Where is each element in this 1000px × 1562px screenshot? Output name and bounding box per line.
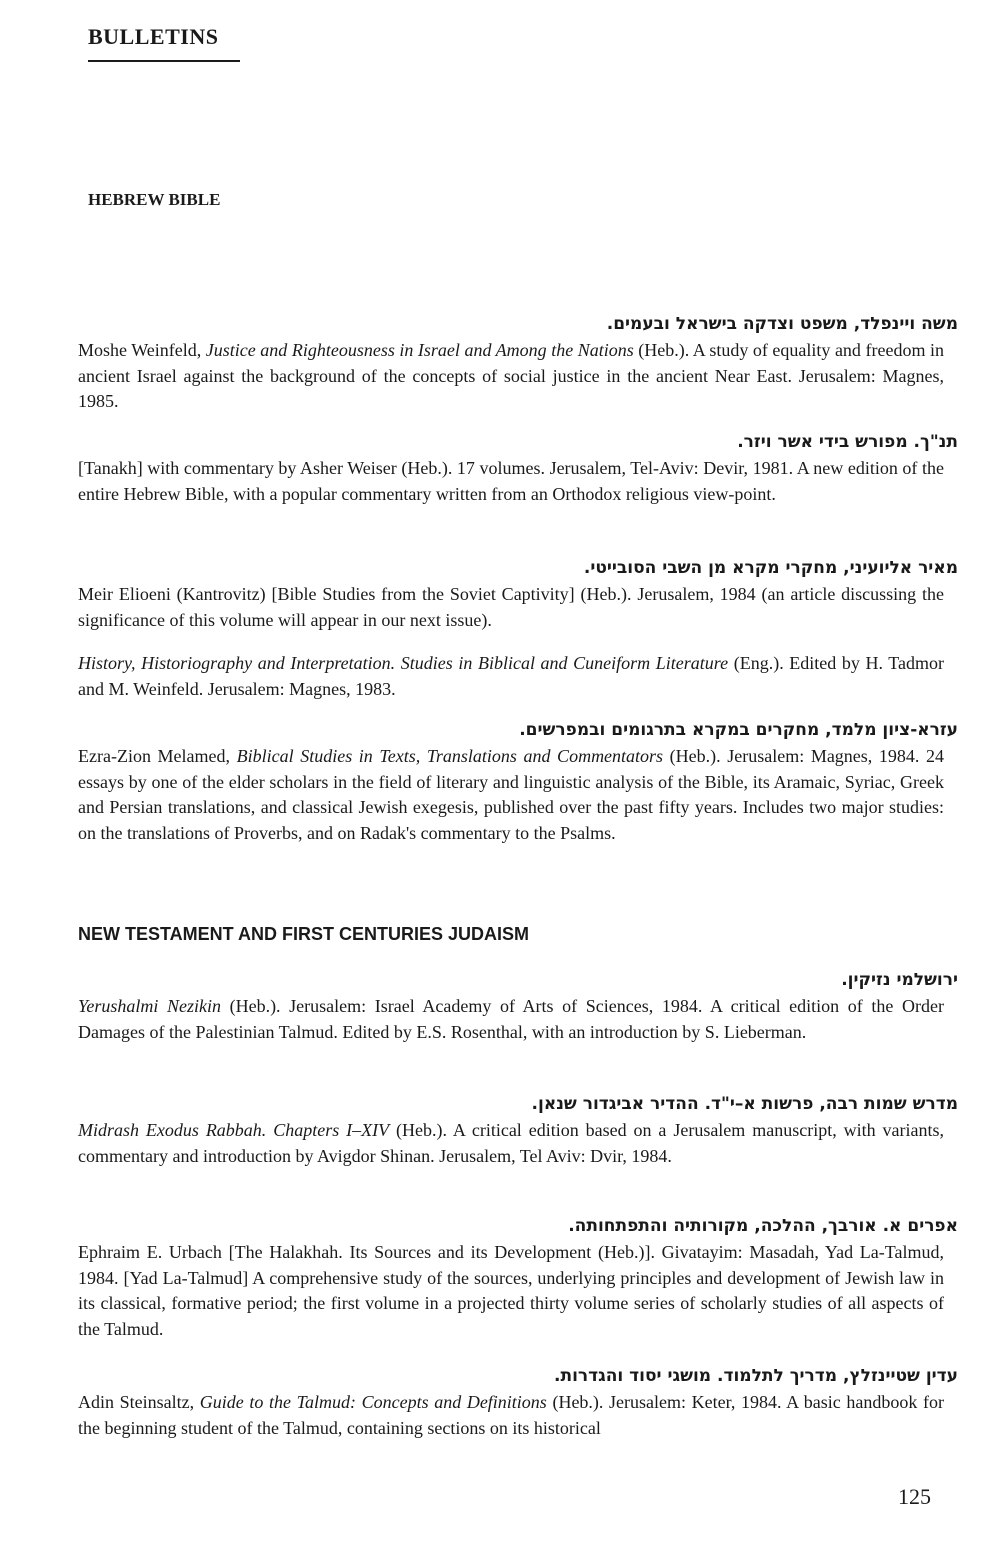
work-title: Yerushalmi Nezikin [78,996,221,1016]
entry-text: Adin Steinsaltz, Guide to the Talmud: Concepts and Definitions (Heb.). Jerusalem: Keter, 1984. A basic handbook for the beginning student of the Talmud, containing sections on its historical [78,1392,944,1438]
section-heading-hebrew-bible: HEBREW BIBLE [88,190,221,209]
work-title: Guide to the Talmud: Concepts and Definitions [199,1392,547,1412]
hebrew-title: עדין שטיינזלץ, מדריך לתלמוד. מושגי יסוד והגדרות. [554,1366,958,1386]
bibliography-entry [78,651,944,702]
entry-text: Meir Elioeni (Kantrovitz) [Bible Studies from the Soviet Captivity] (Heb.). Jerusalem, 1984 (an article discussing the significance of this volume will appear in our next issue). [78,584,944,630]
bibliography-entry [78,1214,958,1342]
hebrew-title: ירושלמי נזיקין. [841,970,958,990]
bibliography-entry [78,718,958,846]
entry-text: Ephraim E. Urbach [The Halakhah. Its Sources and its Development (Heb.)]. Givatayim: Masadah, Yad La-Talmud, 1984. [Yad La-Talmud] A comprehensive study of the sources, underlying principles and development of Jewish law in its classical, formative period; the first volume in a projected thirty volume series of scholarly studies of all aspects of the Talmud. [78,1242,944,1339]
hebrew-title: תנ"ך. מפורש בידי אשר ויזר. [737,432,958,452]
work-title: History, Historiography and Interpretation. Studies in Biblical and Cuneiform Literature [78,653,729,673]
bibliography-entry [78,556,958,633]
hebrew-title: מדרש שמות רבה, פרשות א–י"ד. ההדיר אביגדור שנאן. [531,1094,958,1114]
entry-text: [Tanakh] with commentary by Asher Weiser (Heb.). 17 volumes. Jerusalem, Tel-Aviv: Devir, 1981. A new edition of the entire Hebrew Bible, with a popular commentary written from an Orthodox religious view-point. [78,458,944,504]
bibliography-entry [78,430,958,507]
entry-text: Moshe Weinfeld, Justice and Righteousness in Israel and Among the Nations (Heb.). A study of equality and freedom in ancient Israel against the background of the concepts of social justice in the ancient Near East. Jerusalem: Magnes, 1985. [78,340,944,411]
entry-text: Ezra-Zion Melamed, Biblical Studies in Texts, Translations and Commentators (Heb.). Jerusalem: Magnes, 1984. 24 essays by one of the elder scholars in the field of literary and linguistic analysis of the Bible, its Aramaic, Syriac, Greek and Persian translations, and classical Jewish exegesis, published over the past fifty years. Includes two major studies: on the translations of Proverbs, and on Radak's commentary to the Psalms. [78,746,944,843]
hebrew-title: מאיר אליועיני, מחקרי מקרא מן השבי הסובייטי. [583,558,958,578]
hebrew-title: משה ויינפלד, משפט וצדקה בישראל ובעמים. [606,314,958,334]
work-title: Justice and Righteousness in Israel and Among the Nations [205,340,634,360]
bibliography-entry [78,1092,958,1169]
work-title: Biblical Studies in Texts, Translations and Commentators [236,746,664,766]
bibliography-entry [78,968,958,1045]
bibliography-entry [78,312,958,415]
work-title: Midrash Exodus Rabbah. Chapters I–XIV [78,1120,390,1140]
entry-text: Yerushalmi Nezikin (Heb.). Jerusalem: Israel Academy of Arts of Sciences, 1984. A critical edition of the Order Damages of the Palestinian Talmud. Edited by E.S. Rosenthal, with an introduction by S. Lieberman. [78,996,944,1042]
bibliography-entry [78,1364,958,1441]
entry-text: Midrash Exodus Rabbah. Chapters I–XIV (Heb.). A critical edition based on a Jerusalem manuscript, with variants, commentary and introduction by Avigdor Shinan. Jerusalem, Tel Aviv: Dvir, 1984. [78,1120,944,1166]
hebrew-title: עזרא-ציון מלמד, מחקרים במקרא בתרגומים ובמפרשים. [519,720,958,740]
running-head-rule [88,60,240,62]
hebrew-title: אפרים א. אורבך, ההלכה, מקורותיה והתפתחותה. [568,1216,958,1236]
entry-text: History, Historiography and Interpretation. Studies in Biblical and Cuneiform Literature (Eng.). Edited by H. Tadmor and M. Weinfeld. Jerusalem: Magnes, 1983. [78,653,945,699]
section-heading-new-testament: NEW TESTAMENT AND FIRST CENTURIES JUDAISM [78,924,530,944]
page-number: 125 [898,1484,931,1509]
running-head: BULLETINS [88,24,219,49]
